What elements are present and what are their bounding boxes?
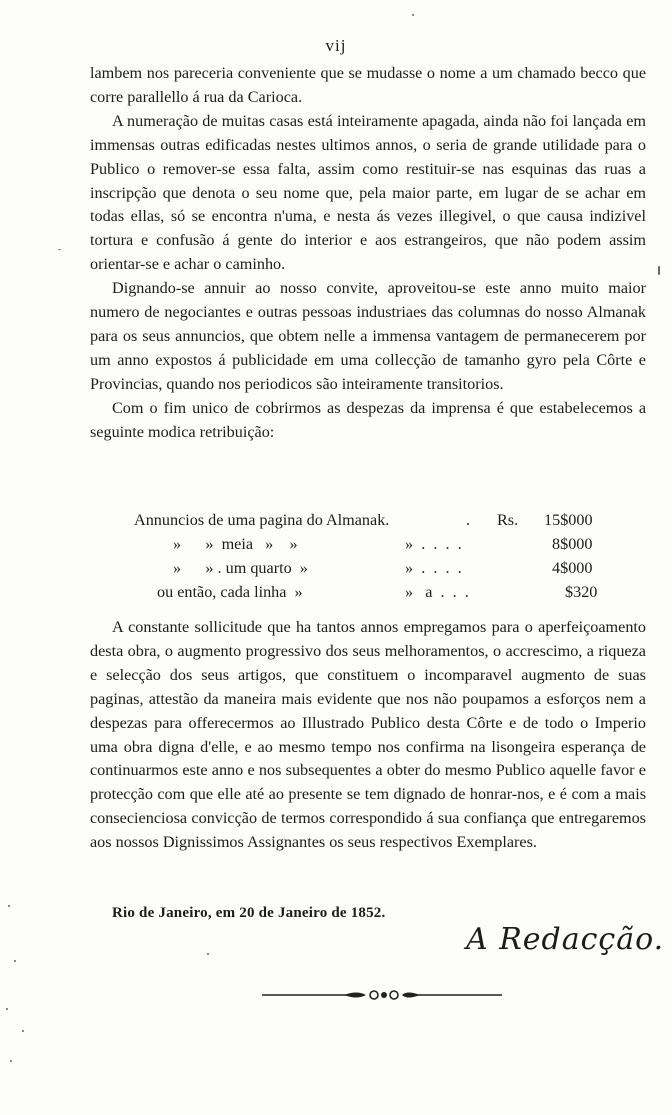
body-text xyxy=(90,62,646,445)
paragraph-retribuicao: Com o fim unico de cobrirmos as despezas da imprensa é que estabelecemos a seguinte modica retribuição: xyxy=(90,398,646,441)
paper-speck xyxy=(10,1060,12,1062)
paragraph-numeracao: A numeração de muitas casas está inteiramente apagada, ainda não foi lançada em immensas outras edificadas nestes ultimos annos, o seria de grande utilidade para o Publico o remover-se essa falta, assim como restituir-se nas esquinas das ruas a inscripção que denota o seu nome que, pela maior parte, em lugar de se achar em todas ellas, só se encontra n'uma, e nesta ás vezes illegivel, o que causa indizivel tortura e confusão á gente do interior e aos estrangeiros, que não podem assim orientar-se e achar o caminho. xyxy=(90,111,646,274)
pricing-table xyxy=(0,509,672,605)
paragraph-becco: lambem nos pareceria conveniente que se mudasse o nome a um chamado becco que corre parallello á rua da Carioca. xyxy=(90,64,646,106)
pricing-price: 4$000 xyxy=(552,558,593,577)
pricing-price: 8$000 xyxy=(552,534,593,553)
dateline: Rio de Janeiro, em 20 de Janeiro de 1852. xyxy=(112,905,386,921)
paragraph-closing: A constante sollicitude que ha tantos annos empregamos para o aperfeiçoamento desta obra, o augmento progressivo dos seus melhoramentos, o accrescimo, a riqueza e selecção dos seus artigos, que constituem o incomparavel augmento de suas paginas, attestão da maneira mais evidente que nos não poupamos a esforços nem a despezas para offerecermos ao Illustrado Publico desta Côrte e de todo o Imperio uma obra digna d'elle, e ao mesmo tempo nos confirma na lisongeira esperança de continuarmos este anno e nos subsequentes a obter do mesmo Publico aquelle favor e protecção com que elle até ao presente se tem dignado de honrar-nos, e é com a mais consecienciosa convicção de termos correspondido á sua confiança que entregaremos aos nossos Dignissimos Assignantes os seus respectivos Exemplares. xyxy=(90,618,646,852)
pricing-dots: » . . . . xyxy=(405,534,462,553)
pricing-row xyxy=(0,557,672,581)
pricing-label: » » . um quarto » xyxy=(173,558,308,577)
paper-speck xyxy=(6,1008,8,1010)
paper-speck xyxy=(8,905,10,907)
pricing-row xyxy=(0,533,672,557)
pricing-price: $320 xyxy=(565,582,598,601)
paper-speck xyxy=(22,1030,24,1032)
paper-speck xyxy=(14,960,16,962)
page-number: vij xyxy=(325,36,347,55)
closing-text xyxy=(90,616,646,855)
pricing-label: » » meia » » xyxy=(173,534,298,553)
signature: A Redacção. xyxy=(466,922,665,957)
pricing-dots: . xyxy=(466,511,471,529)
pricing-price: 15$000 xyxy=(544,511,593,529)
pricing-label: Annuncios de uma pagina do Almanak. xyxy=(134,511,390,529)
paper-speck xyxy=(658,266,660,275)
pricing-row xyxy=(0,509,672,533)
pricing-dots: » . . . . xyxy=(405,558,462,577)
paper-speck xyxy=(58,249,61,250)
pricing-label: ou então, cada linha » xyxy=(157,582,303,601)
paragraph-annuncios: Dignando-se annuir ao nosso convite, aproveitou-se este anno muito maior numero de negociantes e outras pessoas industriaes das columnas do nosso Almanak para os seus annuncios, que obtem nelle a immensa vantagem de permanecerem por um anno expostos á publicidade em uma collecção de tamanho gyro pela Côrte e Provincias, quando nos periodicos são inteiramente transitorios. xyxy=(90,279,646,393)
ornament-divider-icon xyxy=(262,984,502,1006)
pricing-row xyxy=(0,581,672,605)
pricing-dots: » a . . . xyxy=(405,582,469,601)
paper-speck xyxy=(207,953,209,955)
paper-speck xyxy=(412,14,414,16)
pricing-currency: Rs. xyxy=(497,511,519,529)
